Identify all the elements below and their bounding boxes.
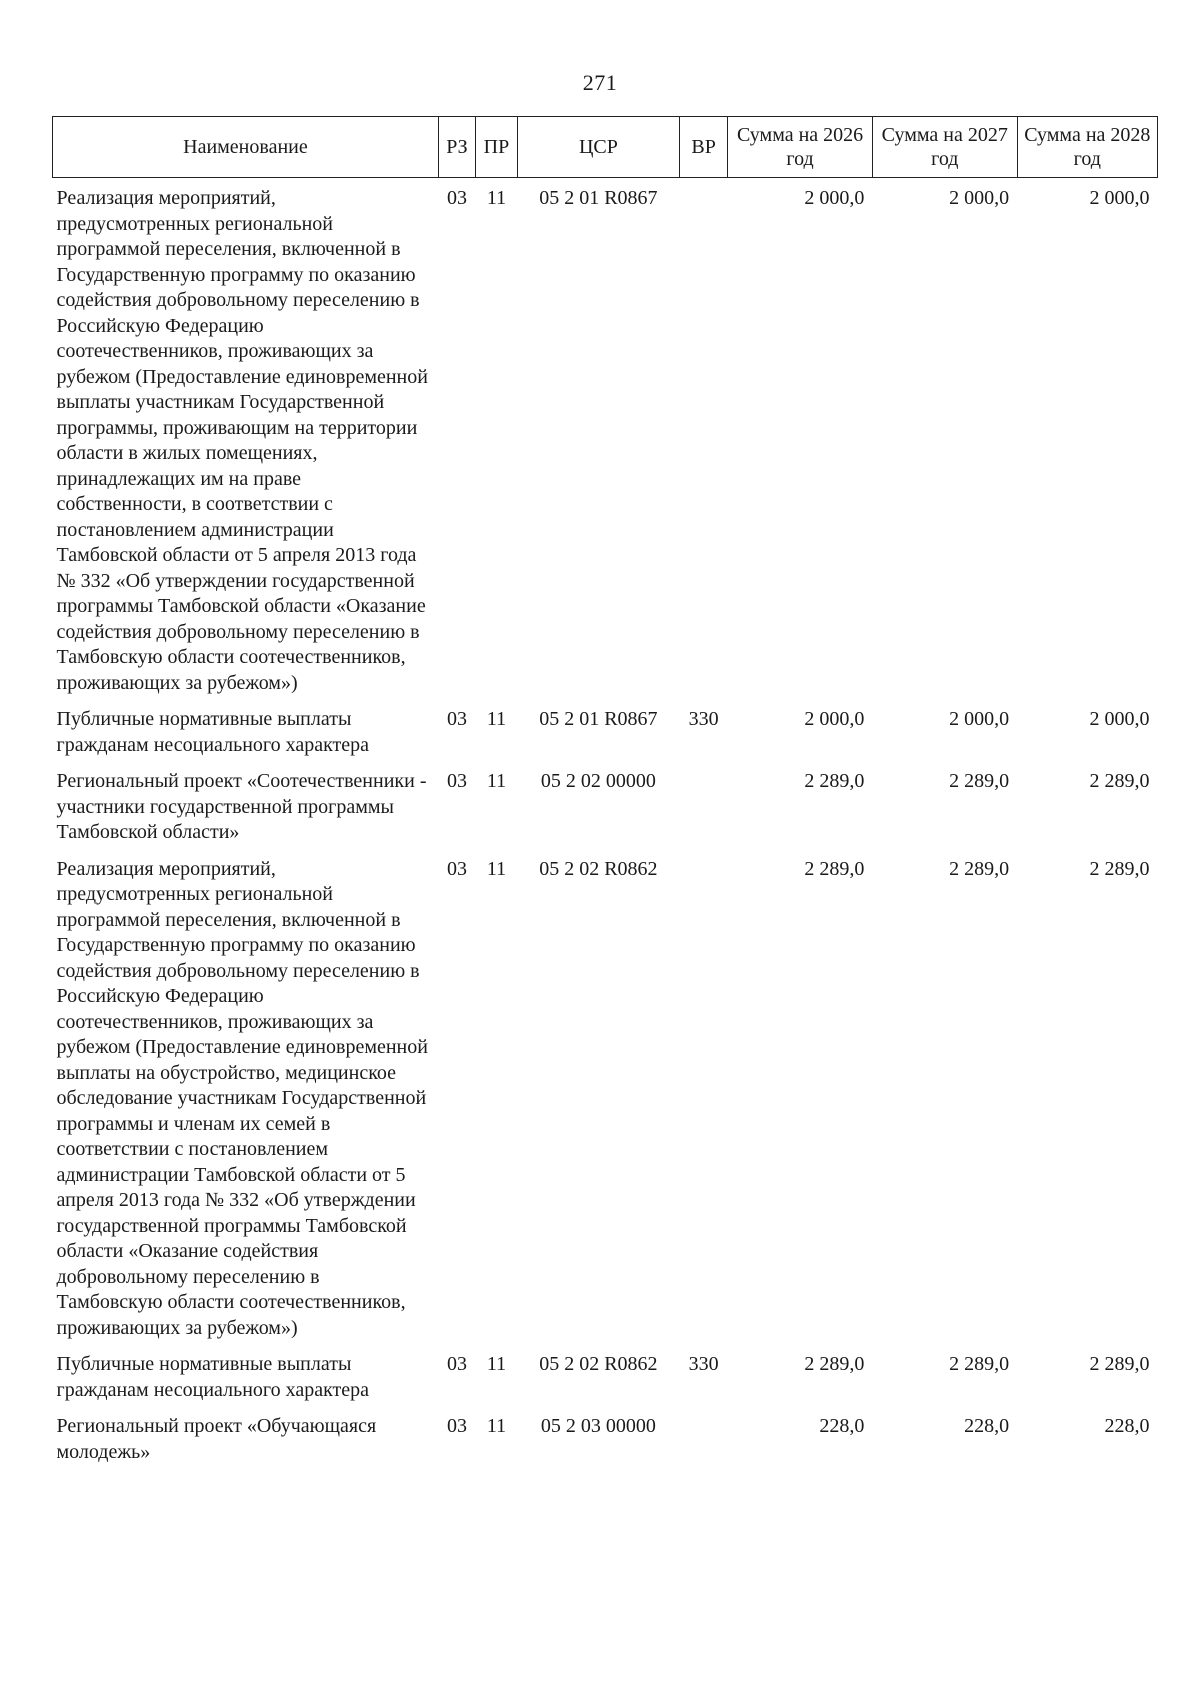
- header-csr: ЦСР: [517, 117, 679, 178]
- row-sum-2027: 2 289,0: [949, 857, 1010, 880]
- row-sum-2028: 2 289,0: [1089, 770, 1150, 792]
- row-vr: 330: [688, 1353, 719, 1375]
- row-name: Реализация мероприятий, предусмотренных региональной программой переселения, включенной в Государственную программу по оказанию содействия добровольному переселению в Российскую Федерацию соотечественников, проживающих за рубежом (Предоставление единовременной выплаты на обустройство, медицинское обследование участникам Государственной программы и членам их семей в соответствии с постановлением администрации Тамбовской области от 5 апреля 2013 года № 332 «Об утверждении государственной программы Тамбовской области «Оказание содействия добровольному переселению в Тамбовскую области соотечественников, проживающих за рубежом»): [56, 857, 428, 1339]
- row-pr: 11: [486, 708, 507, 730]
- header-sum-2028: Сумма на 2028 год: [1017, 117, 1157, 178]
- row-sum-2027: 228,0: [964, 1415, 1010, 1437]
- row-sum-2028: 2 289,0: [1089, 1353, 1150, 1375]
- row-pr: 11: [486, 857, 507, 880]
- row-rz: 03: [446, 1415, 467, 1437]
- row-name: Публичные нормативные выплаты гражданам несоциального характера: [56, 1353, 370, 1401]
- row-sum-2026: 2 000,0: [804, 187, 865, 209]
- row-sum-2026: 2 289,0: [804, 857, 865, 880]
- table-row: [53, 851, 1158, 1347]
- row-name: Региональный проект «Обучающаяся молодежь»: [56, 1415, 377, 1463]
- budget-table: [52, 116, 1158, 1470]
- row-sum-2027: 2 000,0: [949, 708, 1010, 730]
- row-rz: 03: [446, 1353, 467, 1375]
- table-row: [53, 763, 1158, 851]
- row-rz: 03: [446, 770, 467, 792]
- table-header-row: [53, 117, 1158, 178]
- row-sum-2026: 228,0: [819, 1415, 865, 1437]
- row-sum-2028: 2 289,0: [1089, 857, 1150, 880]
- header-pr: ПР: [476, 117, 518, 178]
- row-vr: [680, 178, 728, 702]
- row-csr: 05 2 03 00000: [540, 1415, 656, 1437]
- row-sum-2027: 2 289,0: [949, 1353, 1010, 1375]
- row-pr: 11: [486, 187, 507, 209]
- row-sum-2028: 2 000,0: [1089, 708, 1150, 730]
- row-pr: 11: [486, 770, 507, 792]
- header-rz: РЗ: [438, 117, 475, 178]
- row-csr: 05 2 01 R0867: [539, 187, 658, 209]
- row-name: Региональный проект «Соотечественники - участники государственной программы Тамбовской области»: [56, 770, 427, 843]
- row-sum-2026: 2 000,0: [804, 708, 865, 730]
- row-rz: 03: [446, 857, 467, 880]
- header-sum-2026: Сумма на 2026 год: [728, 117, 873, 178]
- table-row: [53, 1346, 1158, 1408]
- row-sum-2028: 228,0: [1104, 1415, 1150, 1437]
- row-sum-2026: 2 289,0: [804, 770, 865, 792]
- table-row: [53, 1408, 1158, 1470]
- row-vr: 330: [688, 708, 719, 730]
- row-sum-2028: 2 000,0: [1089, 187, 1150, 209]
- row-pr: 11: [486, 1415, 507, 1437]
- table-row: [53, 701, 1158, 763]
- row-csr: 05 2 01 R0867: [539, 708, 658, 730]
- row-csr: 05 2 02 R0862: [539, 1353, 658, 1375]
- row-sum-2027: 2 000,0: [949, 187, 1010, 209]
- row-vr: [680, 763, 728, 851]
- row-csr: 05 2 02 00000: [540, 770, 656, 792]
- header-vr: ВР: [680, 117, 728, 178]
- table-row: [53, 178, 1158, 702]
- row-rz: 03: [446, 708, 467, 730]
- row-csr: 05 2 02 R0862: [539, 857, 658, 880]
- page-number: 271: [582, 70, 618, 95]
- row-rz: 03: [446, 187, 467, 209]
- header-sum-2027: Сумма на 2027 год: [872, 117, 1017, 178]
- row-sum-2026: 2 289,0: [804, 1353, 865, 1375]
- row-vr: [680, 1408, 728, 1470]
- row-name: Публичные нормативные выплаты гражданам несоциального характера: [56, 708, 370, 756]
- row-name: Реализация мероприятий, предусмотренных региональной программой переселения, включенной в Государственную программу по оказанию содействия добровольному переселению в Российскую Федерацию соотечественников, проживающих за рубежом (Предоставление единовременной выплаты участникам Государственной программы, проживающим на территории области в жилых помещениях, принадлежащих им на праве собственности, в соответствии с постановлением администрации Тамбовской области от 5 апреля 2013 года № 332 «Об утверждении государственной программы Тамбовской области «Оказание содействия добровольному переселению в Тамбовскую области соотечественников, проживающих за рубежом»): [56, 187, 428, 694]
- row-pr: 11: [486, 1353, 507, 1375]
- header-name: Наименование: [53, 117, 439, 178]
- row-vr: [680, 851, 728, 1347]
- row-sum-2027: 2 289,0: [949, 770, 1010, 792]
